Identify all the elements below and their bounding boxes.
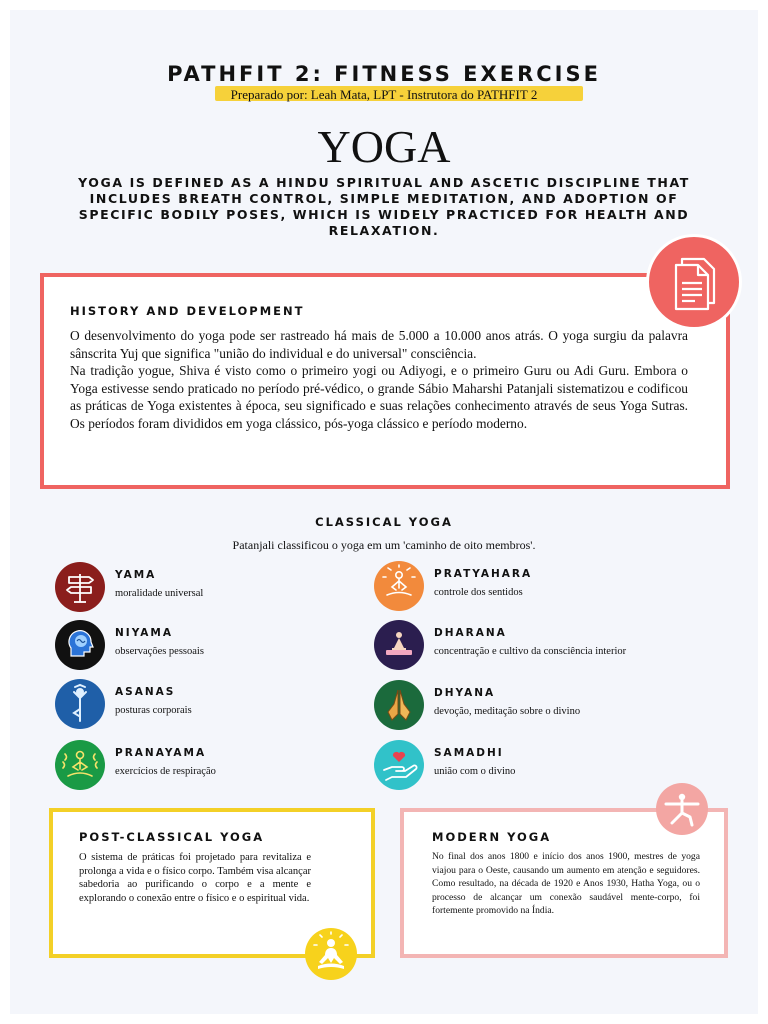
limb-name: DHARANA <box>434 627 507 639</box>
post-classical-heading: POST-CLASSICAL YOGA <box>79 830 265 844</box>
history-paragraph-1: O desenvolvimento do yoga pode ser rastreado há mais de 5.000 a 10.000 anos atrás. O yoga surgiu da palavra sânscrita Yuj que significa "união do individual e do universal" consciência. <box>70 328 688 361</box>
limb-name: NIYAMA <box>115 627 173 639</box>
limb-description: posturas corporais <box>115 705 192 716</box>
limb-description: observações pessoais <box>115 646 204 657</box>
history-heading: HISTORY AND DEVELOPMENT <box>70 304 305 318</box>
praying-hands-icon <box>374 680 424 730</box>
document-icon <box>646 234 742 330</box>
history-paragraph-2: Na tradição yogue, Shiva é visto como o primeiro yogi ou Adiyogi, e o primeiro Guru ou Adi Guru. Embora o Yoga estivesse sendo praticado no período pré-védico, o grande Sábio Maharshi Patanjali sistematizou e codificou as práticas de Yoga existentes à época, seu significado e suas relações conhecimento através de seus Yoga Sutras. Os períodos foram divididos em yoga clássico, pós-yoga clássico e período moderno. <box>70 363 688 431</box>
heart-hand-icon <box>374 740 424 790</box>
limb-name: PRANAYAMA <box>115 747 207 759</box>
tree-pose-icon <box>55 679 105 729</box>
brain-head-icon <box>55 620 105 670</box>
classical-heading: CLASSICAL YOGA <box>315 515 453 529</box>
modern-heading: MODERN YOGA <box>432 830 552 844</box>
limb-description: controle dos sentidos <box>434 587 523 598</box>
lotus-meditation-icon <box>374 561 424 611</box>
limb-description: exercícios de respiração <box>115 766 216 777</box>
warrior-pose-icon <box>656 783 708 835</box>
limb-name: ASANAS <box>115 686 176 698</box>
limb-name: YAMA <box>115 569 157 581</box>
limb-name: DHYANA <box>434 687 496 699</box>
post-classical-text: O sistema de práticas foi projetado para revitaliza e prolonga a vida e o físico corpo. Também visa alcançar sabedoria ao purificando o corpo e a mente e explorando o conexão entre o físico e o espiritual vida. <box>79 852 311 904</box>
seated-figure-icon <box>374 620 424 670</box>
limb-description: concentração e cultivo da consciência interior <box>434 646 627 657</box>
history-text <box>70 327 688 433</box>
classical-subtitle: Patanjali classificou o yoga em um 'caminho de oito membros'. <box>232 538 536 552</box>
page-title: YOGA <box>317 121 451 172</box>
limb-description: devoção, meditação sobre o divino <box>434 706 581 717</box>
signpost-icon <box>55 562 105 612</box>
prepared-by: Preparado por: Leah Mata, LPT - Instrutora do PATHFIT 2 <box>230 87 538 102</box>
breathing-meditation-icon <box>55 740 105 790</box>
limb-description: união com o divino <box>434 766 516 777</box>
limb-name: SAMADHI <box>434 747 504 759</box>
meditation-icon <box>305 928 357 980</box>
limb-description: moralidade universal <box>115 588 204 599</box>
yoga-definition: YOGA IS DEFINED AS A HINDU SPIRITUAL AND ASCETIC DISCIPLINE THAT INCLUDES BREATH CONTROL, SIMPLE MEDITATION, AND ADOPTION OF SPECIFIC BODILY POSES, WHICH IS WIDELY PRACTICED FOR HEALTH AND RELAXATION. <box>78 175 690 238</box>
limb-name: PRATYAHARA <box>434 568 533 580</box>
course-title: PATHFIT 2: FITNESS EXERCISE <box>167 62 601 86</box>
modern-text: No final dos anos 1800 e início dos anos 1900, mestres de yoga viajou para o Oeste, causando um aumento em atenção e seguidores. Como resultado, na década de 1920 e Anos 1930, Hatha Yoga, ou o processo de alcançar um conexão saudável mente-corpo, foi fortemente promovido na Índia. <box>432 851 700 917</box>
